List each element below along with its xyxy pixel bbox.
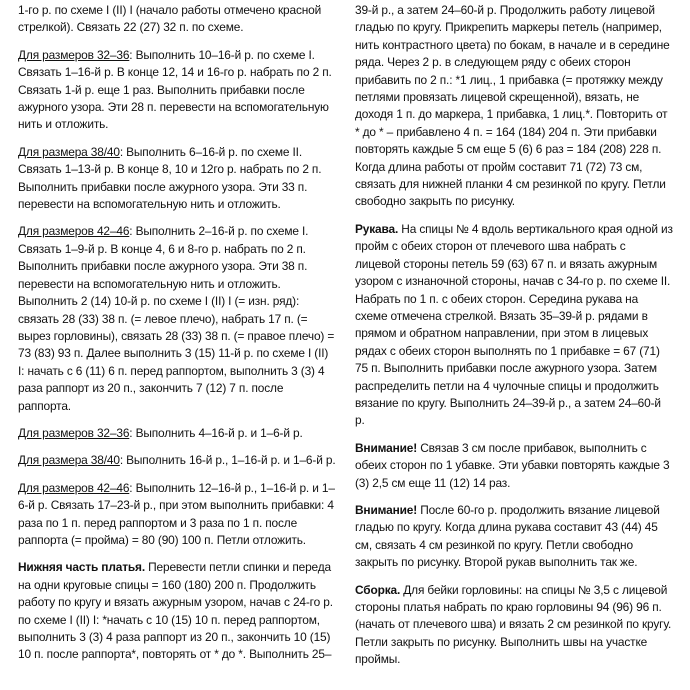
paragraph-text: Связав 3 см после прибавок, выполнить с обеих сторон по 1 убавке. Эти убавки повторять каждые 3 (3) 2,5 см еще 11 (12) 14 раз. — [355, 440, 670, 490]
paragraph-text: Перевести петли спинки и переда на одни круговые спицы = 160 (180) 200 п. Продолжить работу по кругу и вязать ажурным узором, начав с 24-го р. по схеме I (II) I: *начать с 10 (15) 10 п. перед раппортом, выполнить 3 (3) 4 раза раппорт из 20 п., закончить 10 (15) 10 п. после раппорта*, повторять от * до *. Выполнить 25– — [18, 560, 333, 662]
paragraph-text: : Выполнить 10–16-й р. по схеме I. Связать 1–16-й р. В конце 12, 14 и 16-го р. набрать по 2 п. Связать 1-й р. еще 1 раз. Выполнить прибавки после ажурного узора. Эти 28 п. перевести на вспомогательную нить и отложить. — [18, 47, 332, 132]
paragraph-intro — [18, 2, 336, 37]
paragraph-text: На спицы № 4 вдоль вертикального края одной из пройм с обеих сторон от плечевого шва набрать с лицевой стороны петель 59 (63) 67 п. и вязать ажурным узором с изнаночной стороны, начав с 34-го р. по схеме II. Набрать по 1 п. с обеих сторон. Середина рукава на схеме отмечена стрелкой. Вязать 35–39-й р. рядами в прямом и обратном направлении, при этом в лицевых рядах с обеих сторон выполнять по 1 прибавке = 67 (71) 75 п. Выполнить прибавки после ажурного узора. Затем распределить петли на 4 чулочные спицы и продолжить вязание по кругу. Выполнить 24–39-й р., а затем 24–60-й р. — [355, 221, 673, 428]
paragraph-continuation — [355, 2, 673, 211]
paragraph-sizes-42-46 — [18, 223, 336, 414]
paragraph-assembly — [355, 582, 673, 669]
size-heading: Для размеров 42–46 — [18, 480, 130, 495]
section-heading: Внимание! — [355, 502, 418, 517]
paragraph-size-38-40 — [18, 144, 336, 214]
paragraph-text: : Выполнить 2–16-й р. по схеме I. Связать 1–9-й р. В конце 4, 6 и 8-го р. набрать по 2 п. Выполнить прибавки после ажурного узора. Эти 38 п. перевести на вспомогательную нить и отложить. Выполнить 2 (14) 10-й р. по схеме I (II) I (= изн. ряд): связать 28 (33) 38 п. (= левое плечо), набрать 17 п. (= вырез горловины), связать 28 (33) 38 п. (= правое плечо) = 73 (83) 93 п. Далее выполнить 3 (15) 11-й р. по схеме I (II) I: начать с 6 (11) 6 п. перед раппортом, выполнить 3 (3) 4 раза раппорт из 20 п., закончить 7 (12) 7 п. после раппорта. — [18, 224, 335, 413]
right-column — [355, 2, 673, 679]
section-heading: Внимание! — [355, 440, 418, 455]
left-column — [18, 2, 336, 674]
paragraph-text: : Выполнить 12–16-й р., 1–16-й р. и 1–6-й р. Связать 17–23-й р., при этом выполнить прибавки: 4 раза по 1 п. перед раппортом и 3 раза по 1 п. после раппорта (= пройма) = 80 (90) 100 п. Петли отложить. — [18, 480, 335, 547]
paragraph-sleeves — [355, 221, 673, 430]
paragraph-lower-dress — [18, 559, 336, 663]
paragraph-text: : Выполнить 6–16-й р. по схеме II. Связать 1–13-й р. В конце 8, 10 и 12го р. набрать по 2 п. Выполнить прибавки после ажурного узора. Эти 33 п. перевести на вспомогательную нить и отложить. — [18, 144, 322, 212]
section-heading: Сборка. — [355, 582, 401, 597]
size-heading: Для размера 38/40 — [18, 144, 120, 159]
paragraph-text: 1-го р. по схеме I (II) I (начало работы отмечено красной стрелкой). Связать 22 (27) 32 п. по схеме. — [18, 3, 322, 35]
paragraph-text: Для бейки горловины: на спицы № 3,5 с лицевой стороны платья набрать по краю горловины 94 (96) 96 п. (начать от плечевого шва) и вязать 2 см резинкой по кругу. Петли закрыть по рисунку. Выполнить швы на участке проймы. — [355, 582, 672, 667]
size-heading: Для размеров 32–36 — [18, 47, 130, 62]
paragraph-text: : Выполнить 16-й р., 1–16-й р. и 1–6-й р. — [119, 453, 336, 468]
section-heading: Рукава. — [355, 221, 399, 236]
paragraph-text: : Выполнить 4–16-й р. и 1–6-й р. — [129, 425, 303, 440]
paragraph-text: После 60-го р. продолжить вязание лицевой гладью по кругу. Когда длина рукава составит 43 (44) 45 см, связать 4 см резинкой по кругу. Петли свободно закрыть по рисунку. Второй рукав выполнить так же. — [355, 502, 660, 570]
paragraph-text: 39-й р., а затем 24–60-й р. Продолжить работу лицевой гладью по кругу. Прикрепить маркеры петель (например, нить контрастного цвета) по бокам, в начале и в середине ряда. Через 2 р. в следующем ряду с обеих сторон прибавить по 2 п.: *1 лиц., 1 прибавка (= протяжку между петлями провязать лицевой скрещенной), вязать, не доходя 1 п. до маркера, 1 прибавка, 1 лиц.*. Повторить от * до * – прибавлено 4 п. = 164 (184) 204 п. Эти прибавки повторять каждые 5 см еще 5 (6) 6 раз = 184 (208) 228 п. Когда длина работы от пройм составит 71 (72) 73 см, связать для нижней планки 4 см резинкой по кругу. Петли свободно закрыть по рисунку. — [355, 3, 670, 209]
section-heading: Нижняя часть платья. — [18, 560, 145, 575]
paragraph-sizes-32-36 — [18, 47, 336, 134]
paragraph-sizes-42-46-b — [18, 480, 336, 550]
paragraph-size-38-40-b — [18, 452, 336, 469]
size-heading: Для размеров 42–46 — [18, 224, 130, 239]
size-heading: Для размеров 32–36 — [18, 425, 130, 440]
paragraph-sizes-32-36-b — [18, 425, 336, 442]
paragraph-attention-2 — [355, 502, 673, 572]
size-heading: Для размера 38/40 — [18, 453, 120, 468]
paragraph-attention-1 — [355, 440, 673, 492]
